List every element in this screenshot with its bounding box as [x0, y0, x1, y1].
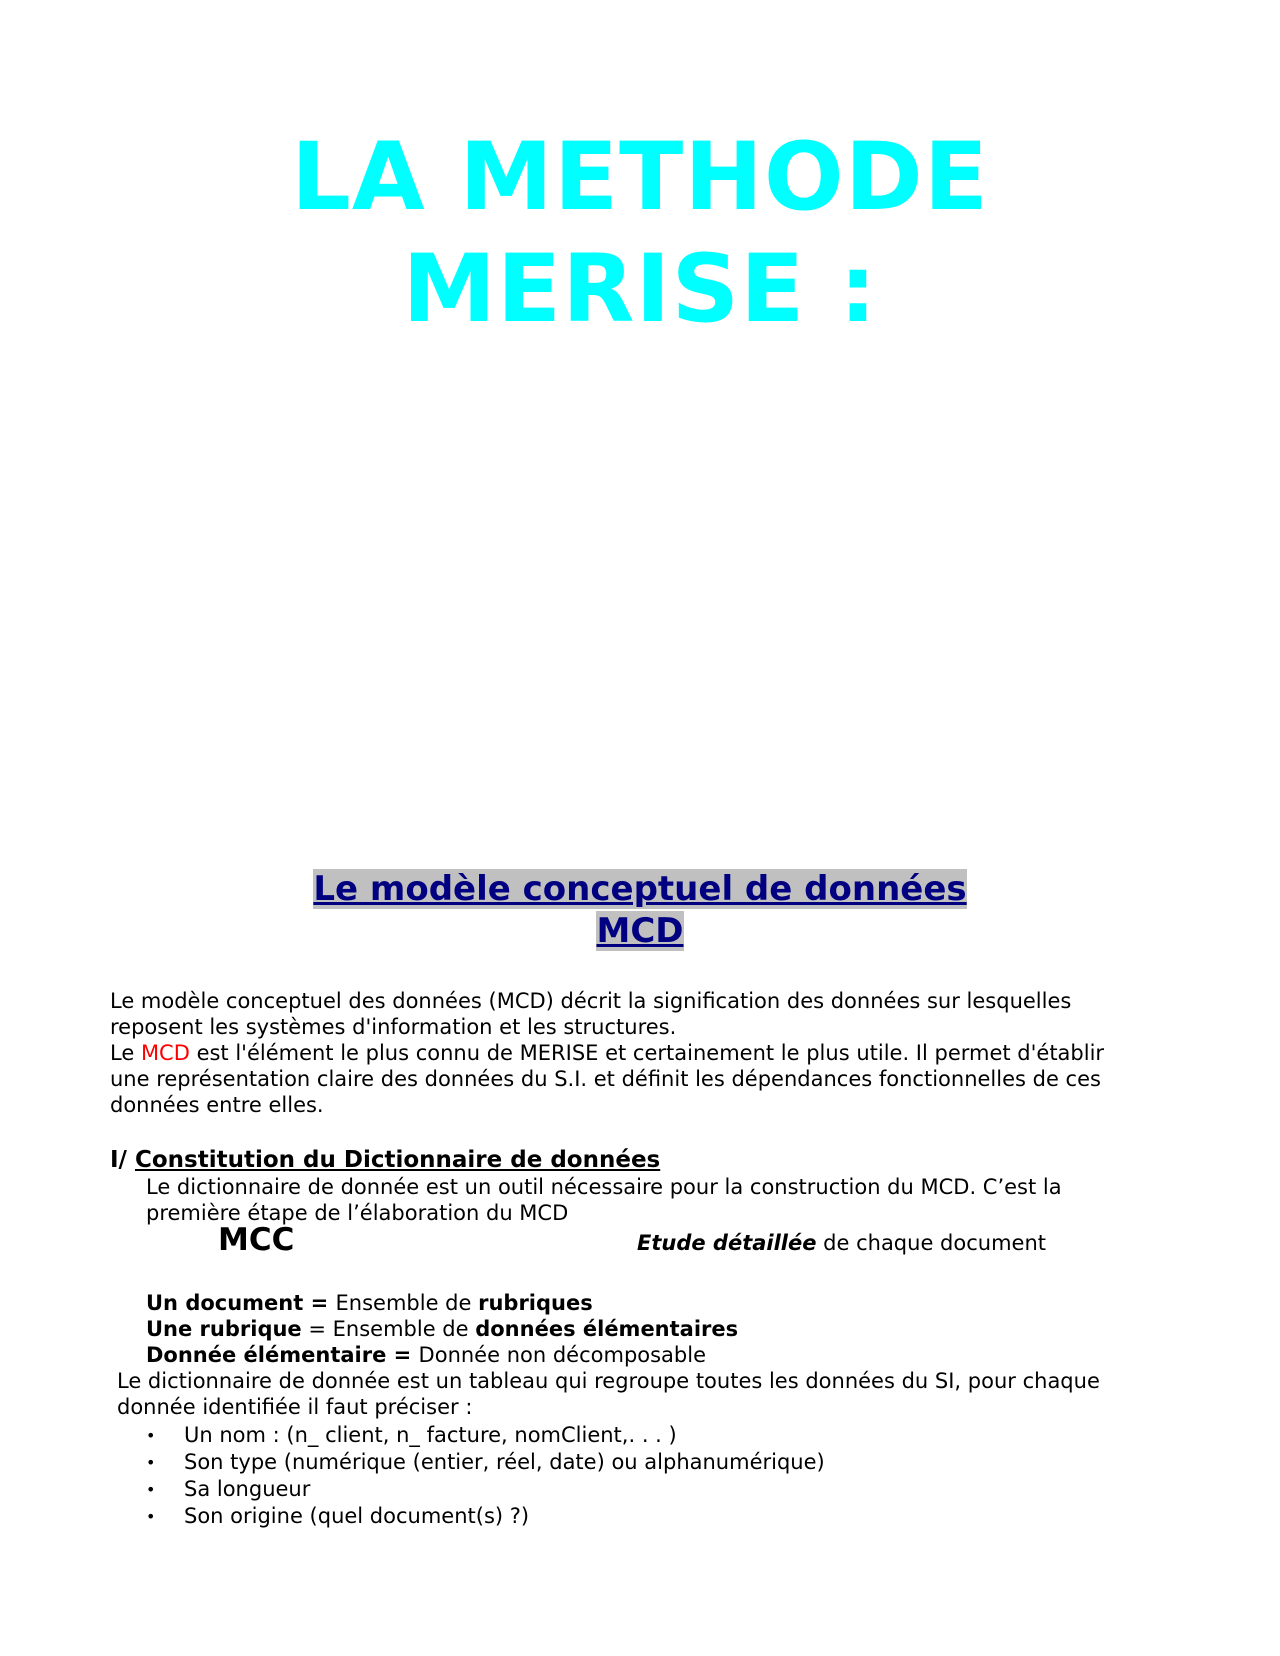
part-1-desc-line-1: Le dictionnaire de donnée est un outil nécessaire pour la construction du MCD. C’est la: [146, 1175, 1062, 1199]
etude-line: [637, 1230, 1046, 1256]
list-item: [146, 1476, 825, 1503]
main-title-line-2: MERISE :: [402, 235, 878, 344]
definition-term: Donnée élémentaire =: [146, 1343, 419, 1367]
intro-paragraph-2: [110, 1040, 1104, 1118]
definition-donnee-elementaire: [146, 1342, 706, 1368]
part-1-title: Constitution du Dictionnaire de données: [134, 1147, 661, 1173]
definition-emphasis: rubriques: [478, 1291, 593, 1315]
main-title: [0, 122, 1280, 346]
dictionary-line-2: donnée identifiée il faut préciser :: [117, 1395, 473, 1419]
intro-p2-line-3: données entre elles.: [110, 1093, 324, 1117]
section-heading-line-2: MCD: [596, 911, 684, 951]
intro-p1-line-2: reposent les systèmes d'information et les structures.: [110, 1015, 677, 1039]
definition-document: [146, 1290, 593, 1316]
mcc-label: MCC: [218, 1222, 295, 1258]
intro-p2-line-1: est l'élément le plus connu de MERISE et certainement le plus utile. Il permet d'établir: [189, 1041, 1105, 1065]
section-heading: [0, 868, 1280, 952]
list-item-text: Un nom : (n_ client, n_ facture, nomClient,. . . ): [184, 1423, 677, 1447]
attribute-list: [146, 1422, 825, 1530]
definition-text: = Ensemble de: [301, 1317, 476, 1341]
list-item: [146, 1449, 825, 1476]
bullet-icon: •: [146, 1507, 156, 1526]
intro-p2-line-2: une représentation claire des données du S.I. et définit les dépendances fonctionnelles de ces: [110, 1067, 1101, 1091]
definition-emphasis: données élémentaires: [475, 1317, 739, 1341]
etude-rest: de chaque document: [816, 1231, 1046, 1255]
list-item-text: Sa longueur: [184, 1477, 311, 1501]
list-item-text: Son origine (quel document(s) ?): [184, 1504, 530, 1528]
etude-bold: Etude détaillée: [637, 1231, 817, 1255]
definition-rubrique: [146, 1316, 738, 1342]
list-item: [146, 1422, 825, 1449]
definition-term: Une rubrique: [146, 1317, 302, 1341]
part-1-desc-line-2: première étape de l’élaboration du MCD: [146, 1201, 569, 1225]
section-heading-line-1: Le modèle conceptuel de données: [313, 869, 967, 909]
dictionary-line-1: Le dictionnaire de donnée est un tableau qui regroupe toutes les données du SI, pour chaque: [117, 1369, 1100, 1393]
list-item-text: Son type (numérique (entier, réel, date) ou alphanumérique): [184, 1450, 825, 1474]
definition-term: Un document =: [146, 1291, 336, 1315]
part-1-heading: [110, 1146, 660, 1174]
bullet-icon: •: [146, 1480, 156, 1499]
dictionary-paragraph: [117, 1368, 1100, 1420]
bullet-icon: •: [146, 1453, 156, 1472]
intro-p2-prefix: Le: [110, 1041, 141, 1065]
mcd-highlight: MCD: [140, 1041, 190, 1065]
intro-p1-line-1: Le modèle conceptuel des données (MCD) décrit la signification des données sur lesquelles: [110, 989, 1072, 1013]
intro-paragraph-1: [110, 988, 1071, 1040]
main-title-line-1: LA METHODE: [290, 123, 990, 232]
bullet-icon: •: [146, 1426, 156, 1445]
definition-text: Ensemble de: [335, 1291, 479, 1315]
list-item: [146, 1503, 825, 1530]
part-1-description: [146, 1174, 1062, 1226]
definition-text: Donnée non décomposable: [418, 1343, 707, 1367]
part-1-number: I/: [110, 1147, 135, 1173]
